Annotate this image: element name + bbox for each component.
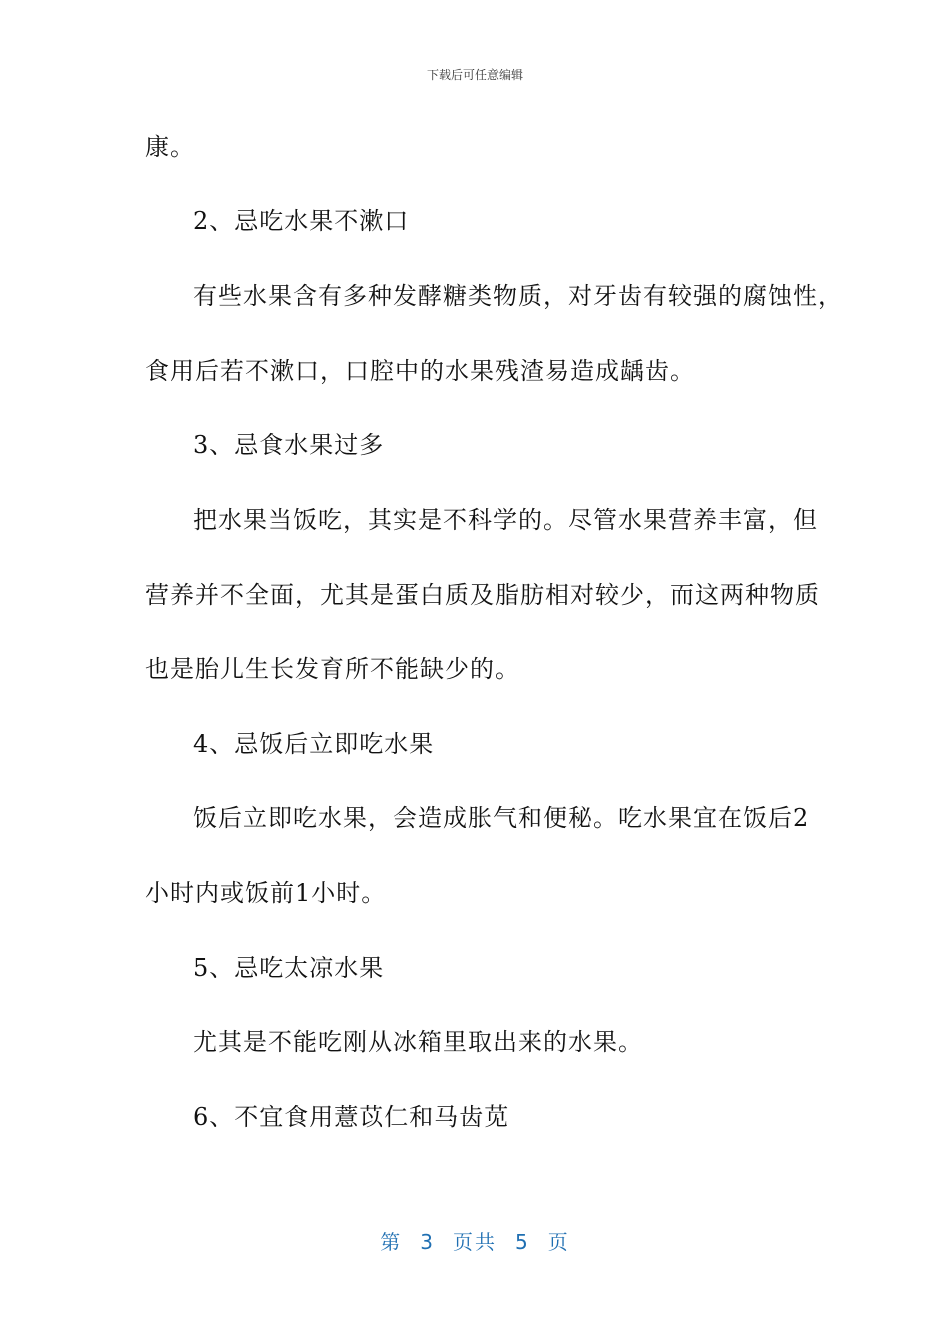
footer-prefix: 第 [380,1230,403,1254]
page-footer [0,1226,950,1255]
section-heading: 6、不宜食用薏苡仁和马齿苋 [193,1103,510,1131]
paragraph-line: 饭后立即吃水果，会造成胀气和便秘。吃水果宜在饭后2 [193,804,810,832]
footer-suffix: 页 [547,1230,570,1254]
section-heading: 3、忌食水果过多 [193,431,385,459]
paragraph-line: 康。 [145,133,195,161]
paragraph-line: 营养并不全面，尤其是蛋白质及脂肪相对较少，而这两种物质 [145,581,820,609]
paragraph-line: 小时内或饭前1小时。 [145,879,387,907]
section-heading: 4、忌饭后立即吃水果 [193,730,435,758]
total-pages-number: 5 [515,1230,530,1254]
paragraph-line: 尤其是不能吃刚从冰箱里取出来的水果。 [193,1028,643,1056]
paragraph-line: 也是胎儿生长发育所不能缺少的。 [145,655,520,683]
paragraph-line: 食用后若不漱口，口腔中的水果残渣易造成龋齿。 [145,357,695,385]
current-page-number: 3 [420,1230,435,1254]
footer-middle: 页共 [453,1230,497,1254]
paragraph-line: 有些水果含有多种发酵糖类物质，对牙齿有较强的腐蚀性， [193,282,843,310]
section-heading: 5、忌吃太凉水果 [193,954,385,982]
paragraph-line: 把水果当饭吃，其实是不科学的。尽管水果营养丰富，但 [193,506,818,534]
section-heading: 2、忌吃水果不漱口 [193,207,410,235]
header-note: 下载后可任意编辑 [426,68,523,82]
